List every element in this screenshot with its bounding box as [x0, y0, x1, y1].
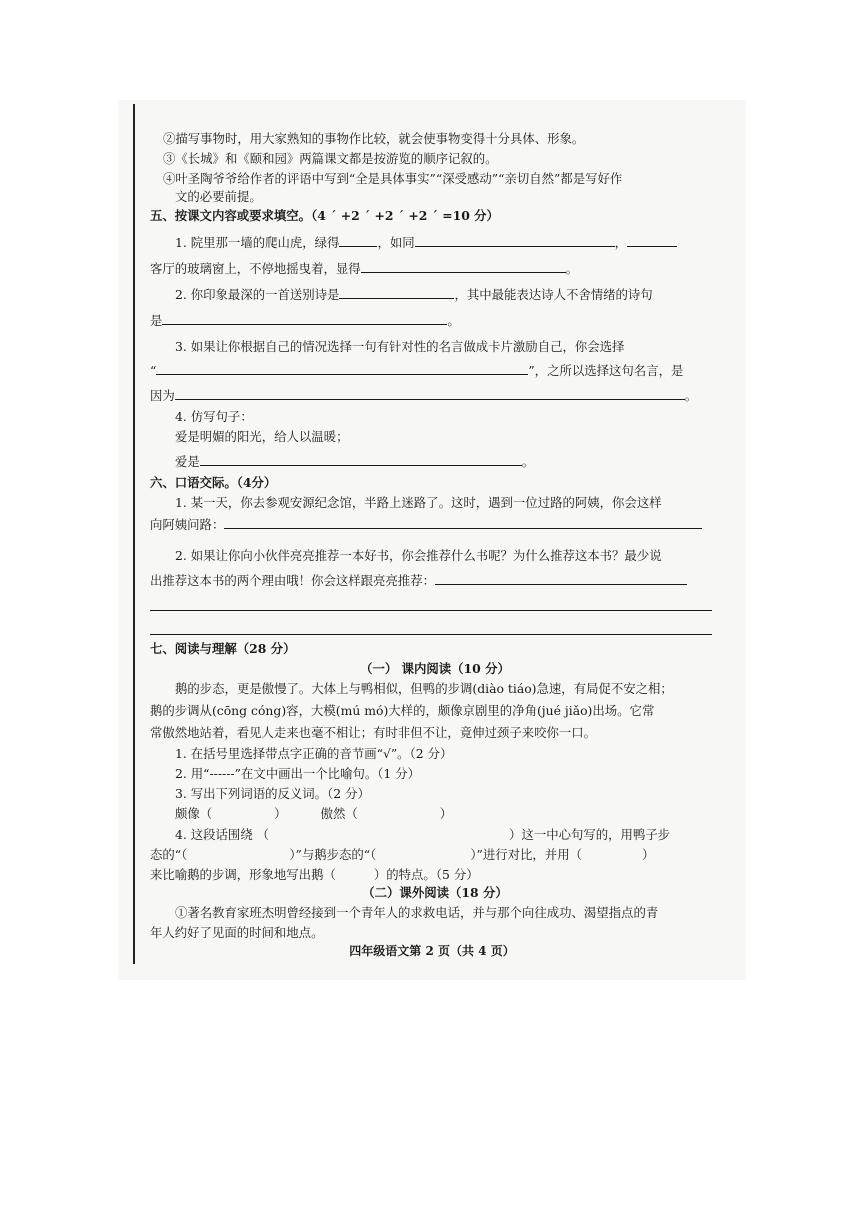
reading-q4-line2: 态的“（ ）”与鹅步态的“（ ）”进行对比，并用（ ） [150, 847, 655, 862]
reading-q3-answers: 颇像（ ） 傲然（ ） [175, 806, 453, 821]
reading-q4-line3: 来比喻鹅的步调，形象地写出鹅（ ）的特点。（5 分） [150, 867, 479, 882]
judgment-item-2: ②描写事物时，用大家熟知的事物作比较，就会使事物变得十分具体、形象。 [163, 131, 585, 146]
fill-q2-line1: 2. 你印象最深的一首送别诗是 ，其中最能表达诗人不舍情绪的诗句 [175, 287, 653, 302]
answer-line[interactable] [150, 610, 712, 611]
fill-q4-title: 4. 仿写句子： [175, 409, 253, 424]
blank[interactable] [361, 260, 566, 273]
extra-passage-line-1: ①著名教育家班杰明曾经接到一个青年人的求救电话，并与那个向往成功、渴望指点的青 [175, 905, 659, 920]
blank[interactable] [339, 234, 377, 247]
fill-q3-line2: “ ”，之所以选择这句名言，是 [150, 363, 684, 378]
reading-q1: 1. 在括号里选择带点字正确的音节画“√”。（2 分） [175, 746, 453, 761]
blank[interactable] [339, 286, 454, 299]
oral-q1-line2: 向阿姨问路： [150, 516, 720, 534]
answer-line[interactable] [150, 634, 712, 635]
fill-q1-line1: 1. 院里那一墙的爬山虎，绿得 ，如同 ， [175, 234, 720, 252]
blank[interactable] [224, 516, 702, 529]
blank[interactable] [175, 387, 685, 400]
section-6-heading: 六、口语交际。（4分） [150, 475, 277, 490]
section-5-heading: 五、按课文内容或要求填空。（4 ´ +2 ´ +2 ´ +2 ´ =10 分） [150, 208, 499, 223]
fill-q4-example: 爱是明媚的阳光，给人以温暖； [175, 429, 349, 444]
reading-part-1-title: （一） 课内阅读（10 分） [360, 661, 510, 676]
passage-line-2: 鹅的步调从(cōng cóng)容，大模(mú mó)大样的，颇像京剧里的净角(jué jiǎo)出场。它常 [150, 703, 655, 718]
fill-q4-answer: 爱是 。 [175, 454, 535, 469]
reading-q4-line1: 4. 这段话围绕 （ ）这一中心句写的，用鸭子步 [175, 827, 671, 842]
judgment-item-3: ③《长城》和《颐和园》两篇课文都是按游览的顺序记叙的。 [163, 151, 498, 166]
blank[interactable] [200, 453, 522, 466]
page-footer: 四年级语文第 2 页（共 4 页） [349, 944, 515, 958]
fill-q3-line3: 因为 。 [150, 388, 698, 403]
blank[interactable] [435, 572, 687, 585]
passage-line-3: 常傲然地站着，看见人走来也毫不相让；有时非但不让，竟伸过颈子来咬你一口。 [150, 725, 597, 740]
oral-q2-line2: 出推荐这本书的两个理由哦！你会这样跟亮亮推荐： [150, 572, 720, 590]
reading-q3: 3. 写出下列词语的反义词。（2 分） [175, 786, 370, 801]
judgment-item-4: ④叶圣陶爷爷给作者的评语中写到“全是具体事实”“深受感动”“亲切自然”都是写好作 [163, 171, 623, 186]
fill-q2-line2: 是 。 [150, 313, 460, 328]
passage-line-1: 鹅的步态，更是傲慢了。大体上与鸭相似，但鸭的步调(diào tiáo)急速，有局促不安之相； [175, 681, 673, 696]
reading-q2: 2. 用“------”在文中画出一个比喻句。（1 分） [175, 766, 421, 781]
blank[interactable] [415, 234, 615, 247]
blank[interactable] [627, 234, 677, 247]
section-7-heading: 七、阅读与理解（28 分） [150, 641, 296, 656]
oral-q1-line1: 1. 某一天，你去参观安源纪念馆，半路上迷路了。这时，遇到一位过路的阿姨，你会这样 [175, 495, 662, 510]
extra-passage-line-2: 年人约好了见面的时间和地点。 [150, 925, 324, 940]
fill-q3-line1: 3. 如果让你根据自己的情况选择一句有针对性的名言做成卡片激励自己，你会选择 [175, 339, 625, 354]
reading-part-2-title: （二）课外阅读（18 分） [362, 885, 508, 900]
fill-q1-line2: 客厅的玻璃窗上，不停地摇曳着，显得 。 [150, 261, 579, 276]
oral-q2-line1: 2. 如果让你向小伙伴亮亮推荐一本好书，你会推荐什么书呢？为什么推荐这本书？最少说 [175, 548, 662, 563]
blank[interactable] [162, 312, 447, 325]
judgment-item-4-cont: 文的必要前提。 [175, 189, 262, 204]
blank[interactable] [156, 362, 528, 375]
margin-rule [133, 104, 135, 964]
